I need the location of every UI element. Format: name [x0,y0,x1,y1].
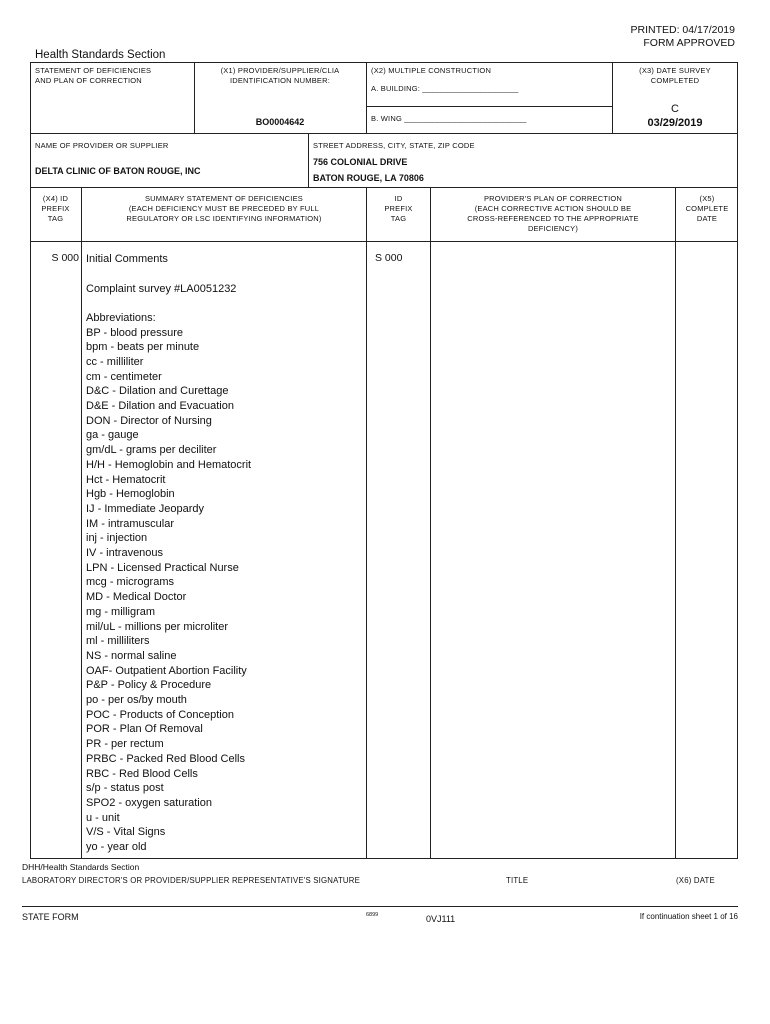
list-item: OAF- Outpatient Abortion Facility [86,664,247,677]
list-item: mil/uL - millions per microliter [86,620,229,633]
list-item: Hgb - Hemoglobin [86,488,175,501]
continuation-sheet: If continuation sheet 1 of 16 [639,912,738,921]
footer-agency: DHH/Health Standards Section [22,862,140,872]
title-label: TITLE [506,876,529,885]
tag-left: S 000 [51,252,79,264]
list-item: u - unit [86,811,120,824]
abbreviations-list [86,326,251,855]
list-item: cm - centimeter [86,370,162,383]
provider-name: DELTA CLINIC OF BATON ROUGE, INC [35,166,201,176]
x6-date-label: (X6) DATE [676,876,715,885]
list-item: POC - Products of Conception [86,708,234,721]
x1-label: (X1) PROVIDER/SUPPLIER/CLIA IDENTIFICATION NUMBER: [220,66,340,85]
address-line-1: 756 COLONIAL DRIVE [313,157,408,167]
list-item: mcg - micrograms [86,576,175,589]
list-item: PR - per rectum [86,738,164,751]
list-item: V/S - Vital Signs [86,826,166,839]
section-title: Health Standards Section [35,49,166,61]
provider-id-number: BO0004642 [255,117,305,127]
form-number: 6899 [366,912,379,918]
list-item: inj - injection [86,532,148,545]
building-field: A. BUILDING: ______________________ [371,84,519,93]
address-line-2: BATON ROUGE, LA 70806 [313,173,424,183]
x4-header: (X4) ID PREFIX TAG [41,194,70,223]
list-item: ml - milliliters [86,635,150,648]
list-item: D&E - Dilation and Evacuation [86,400,234,413]
list-item: POR - Plan Of Removal [86,723,203,736]
plan-header: PROVIDER'S PLAN OF CORRECTION (EACH CORRECTIVE ACTION SHOULD BE CROSS-REFERENCED TO THE APPROPRIATE DEFICIENCY) [467,194,639,233]
list-item: IJ - Immediate Jeopardy [86,502,204,515]
statement-label: STATEMENT OF DEFICIENCIES AND PLAN OF CORRECTION [35,66,152,85]
list-item: PRBC - Packed Red Blood Cells [86,752,245,765]
list-item: IM - intramuscular [86,517,175,530]
survey-code: C [671,103,679,115]
event-id: 0VJ111 [426,914,456,924]
x5-header: (X5) COMPLETE DATE [685,194,729,223]
provider-name-label: NAME OF PROVIDER OR SUPPLIER [35,141,169,150]
signature-label: LABORATORY DIRECTOR'S OR PROVIDER/SUPPLIER REPRESENTATIVE'S SIGNATURE [22,876,360,885]
list-item: RBC - Red Blood Cells [86,767,198,780]
survey-date: 03/29/2019 [647,117,703,129]
list-item: po - per os/by mouth [86,694,187,707]
abbreviations-heading: Abbreviations: [86,312,156,324]
x3-label: (X3) DATE SURVEY COMPLETED [639,66,711,85]
list-item: NS - normal saline [86,649,177,662]
list-item: yo - year old [86,841,147,854]
list-item: bpm - beats per minute [86,341,200,354]
address-label: STREET ADDRESS, CITY, STATE, ZIP CODE [313,141,475,150]
list-item: BP - blood pressure [86,326,184,339]
x2-label: (X2) MULTIPLE CONSTRUCTION [371,66,492,75]
printed-date: PRINTED: 04/17/2019 [630,24,735,36]
list-item: s/p - status post [86,782,164,795]
list-item: D&C - Dilation and Curettage [86,385,229,398]
list-item: cc - milliliter [86,355,144,368]
list-item: ga - gauge [86,429,139,442]
form-header-right [631,24,735,50]
list-item: gm/dL - grams per deciliter [86,444,217,457]
list-item: SPO2 - oxygen saturation [86,797,212,809]
id-prefix-header: ID PREFIX TAG [384,194,413,223]
list-item: IV - intravenous [86,547,164,560]
list-item: LPN - Licensed Practical Nurse [86,561,239,574]
list-item: P&P - Policy & Procedure [86,679,212,692]
list-item: MD - Medical Doctor [86,591,187,604]
list-item: Hct - Hematocrit [86,473,166,486]
list-item: DON - Director of Nursing [86,414,212,427]
list-item: mg - milligram [86,605,156,618]
tag-right: S 000 [375,252,403,264]
wing-field: B. WING ____________________________ [371,114,527,123]
complaint-survey: Complaint survey #LA0051232 [86,283,237,295]
summary-header: SUMMARY STATEMENT OF DEFICIENCIES (EACH DEFICIENCY MUST BE PRECEDED BY FULL REGULATORY OR LSC IDENTIFYING INFORMATION) [126,194,322,223]
list-item: H/H - Hemoglobin and Hematocrit [86,458,252,471]
form-approved: FORM APPROVED [643,37,735,49]
entry-title: Initial Comments [86,253,168,265]
state-form-label: STATE FORM [22,912,79,922]
